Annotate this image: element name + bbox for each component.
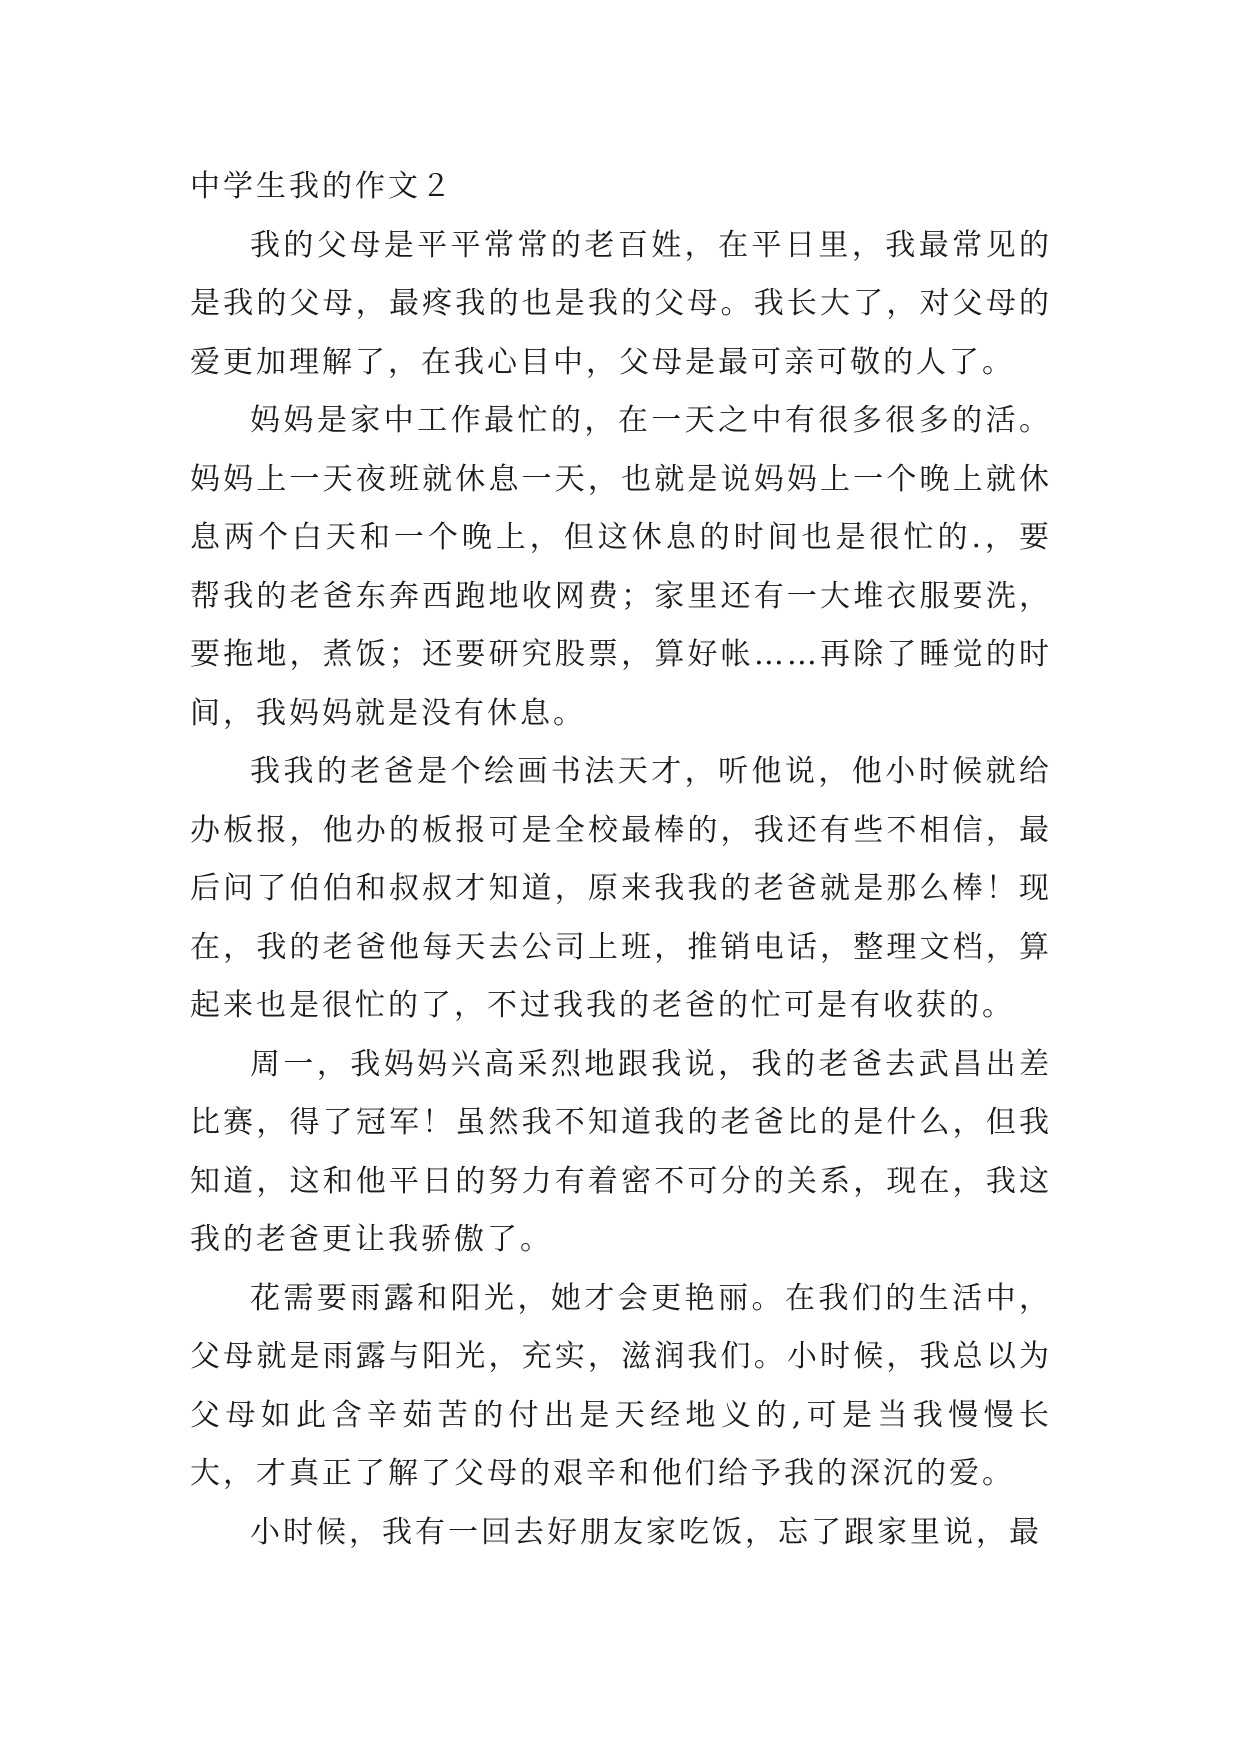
paragraph-3: 我我的老爸是个绘画书法天才，听他说，他小时候就给办板报，他办的板报可是全校最棒的，我还有些不相信，最后问了伯伯和叔叔才知道，原来我我的老爸就是那么棒！现在，我的老爸他每天去公司上班，推销电话，整理文档，算起来也是很忙的了，不过我我的老爸的忙可是有收获的。 bbox=[190, 754, 1052, 1023]
document-body bbox=[190, 158, 1052, 1562]
paragraph-2: 妈妈是家中工作最忙的，在一天之中有很多很多的活。妈妈上一天夜班就休息一天，也就是说妈妈上一个晚上就休息两个白天和一个晚上，但这休息的时间也是很忙的.，要帮我的老爸东奔西跑地收网费；家里还有一大堆衣服要洗，要拖地，煮饭；还要研究股票，算好帐……再除了睡觉的时间，我妈妈就是没有休息。 bbox=[190, 403, 1052, 731]
paragraph-1: 我的父母是平平常常的老百姓，在平日里，我最常见的是我的父母，最疼我的也是我的父母。我长大了，对父母的爱更加理解了，在我心目中，父母是最可亲可敬的人了。 bbox=[190, 227, 1052, 380]
paragraph-6: 小时候，我有一回去好朋友家吃饭，忘了跟家里说，最 bbox=[250, 1514, 1042, 1550]
paragraph-5: 花需要雨露和阳光，她才会更艳丽。在我们的生活中，父母就是雨露与阳光，充实，滋润我们。小时候，我总以为父母如此含辛茹苦的付出是天经地义的,可是当我慢慢长大，才真正了解了父母的艰辛和他们给予我的深沉的爱。 bbox=[190, 1280, 1052, 1491]
document-title: 中学生我的作文２ bbox=[190, 169, 454, 204]
paragraph-4: 周一，我妈妈兴高采烈地跟我说，我的老爸去武昌出差比赛，得了冠军！虽然我不知道我的老爸比的是什么，但我知道，这和他平日的努力有着密不可分的关系，现在，我这我的老爸更让我骄傲了。 bbox=[190, 1046, 1052, 1257]
